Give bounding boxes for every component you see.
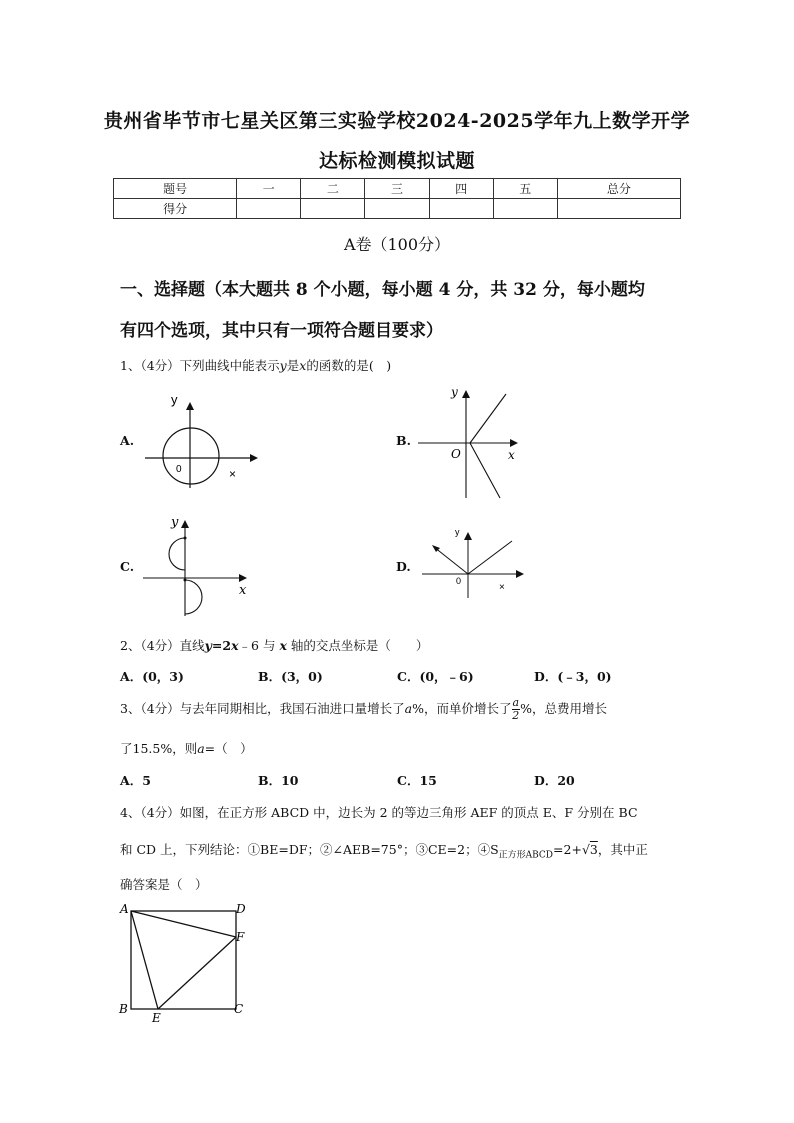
label-a: A bbox=[120, 902, 129, 916]
q3-pct1: %，而单价增长了 bbox=[412, 701, 512, 716]
question-3-line-2 bbox=[120, 739, 253, 757]
q1-option-d[interactable]: D. bbox=[396, 559, 411, 574]
header-cell: 四 bbox=[429, 179, 493, 199]
upper-semicircle bbox=[169, 538, 185, 570]
sqrt-icon: √3 bbox=[581, 842, 598, 857]
x-arrow-icon bbox=[516, 570, 524, 578]
title-line-2: 达标检测模拟试题 bbox=[318, 150, 475, 172]
q2-option-b[interactable]: B．(3，0) bbox=[258, 669, 323, 684]
y-label: y bbox=[171, 515, 179, 530]
y-arrow-icon bbox=[186, 402, 194, 410]
lower-ray bbox=[470, 443, 500, 498]
origin-label: 0 bbox=[456, 576, 462, 586]
score-cell[interactable] bbox=[237, 199, 301, 219]
q1-suffix: 的函数的是( ) bbox=[306, 358, 392, 373]
score-cell[interactable] bbox=[493, 199, 557, 219]
right-ray bbox=[468, 541, 512, 574]
question-4-line-3: 确答案是（ ） bbox=[120, 877, 208, 892]
q3-line2-prefix: 了15.5%，则 bbox=[120, 741, 198, 756]
y-arrow-icon bbox=[181, 520, 189, 528]
q3-var-a: a bbox=[404, 701, 413, 716]
y-arrow-icon bbox=[462, 390, 470, 398]
x-label: x bbox=[508, 448, 515, 462]
q3-frac-den: 2 bbox=[512, 709, 520, 722]
header-cell: 总分 bbox=[557, 179, 680, 199]
origin-label: 0 bbox=[176, 464, 182, 475]
score-row-label: 得分 bbox=[114, 199, 237, 219]
q3-option-a[interactable]: A．5 bbox=[120, 773, 151, 788]
q2-option-c[interactable]: C．(0，﹣6) bbox=[397, 669, 474, 684]
q4-line2-a: 和 CD 上，下列结论：①BE=DF；②∠AEB=75°；③CE=2；④S bbox=[120, 842, 499, 857]
q2-eq-rest: =2 bbox=[211, 638, 232, 653]
label-f: F bbox=[236, 930, 245, 944]
section-1-heading-line-2: 有四个选项，其中只有一项符合题目要求） bbox=[120, 321, 443, 341]
q4-line2-c: ，其中正 bbox=[597, 842, 648, 857]
x-arrow-icon bbox=[239, 574, 247, 582]
score-cell[interactable] bbox=[365, 199, 429, 219]
y-arrow-icon bbox=[464, 532, 472, 540]
q3-prefix: 3、（4分）与去年同期相比，我国石油进口量增长了 bbox=[120, 701, 405, 716]
q3-line2-suffix: =（ ） bbox=[204, 741, 253, 756]
q1-graph-d bbox=[420, 520, 530, 600]
q1-option-c[interactable]: C. bbox=[120, 559, 135, 574]
circle-curve bbox=[163, 428, 219, 484]
y-label: y bbox=[455, 527, 460, 537]
endpoint bbox=[184, 579, 187, 582]
x-label: × bbox=[499, 582, 505, 593]
q2-prefix: 2、（4分）直线 bbox=[120, 638, 205, 653]
q3-option-d[interactable]: D．20 bbox=[534, 773, 575, 788]
q2-suffix: 轴的交点坐标是（ ） bbox=[290, 638, 429, 653]
q3-pct2: %，总费用增长 bbox=[520, 701, 607, 716]
score-table bbox=[113, 178, 681, 219]
section-1-heading-line-1: 一、选择题（本大题共 8 个小题，每小题 4 分，共 32 分，每小题均 bbox=[120, 280, 645, 300]
label-b: B bbox=[119, 1002, 128, 1016]
q1-var-x: x bbox=[299, 358, 307, 373]
score-table-header-row bbox=[114, 179, 681, 199]
upper-ray bbox=[470, 394, 506, 443]
segment-ae bbox=[131, 911, 158, 1009]
header-cell: 二 bbox=[301, 179, 365, 199]
score-cell[interactable] bbox=[429, 199, 493, 219]
q1-mid: 是 bbox=[286, 358, 300, 373]
q4-square-figure bbox=[118, 900, 258, 1025]
label-c: C bbox=[234, 1002, 244, 1016]
question-4-line-1: 4、（4分）如图，在正方形 ABCD 中，边长为 2 的等边三角形 AEF 的顶点 E、F 分别在 BC bbox=[120, 805, 638, 820]
segment-af bbox=[131, 911, 236, 937]
q2-option-d[interactable]: D．(﹣3，0) bbox=[534, 669, 612, 684]
score-table-score-row bbox=[114, 199, 681, 219]
q4-line2-b: =2+ bbox=[553, 842, 582, 857]
score-cell[interactable] bbox=[557, 199, 680, 219]
title-line-1: 贵州省毕节市七星关区第三实验学校2024-2025学年九上数学开学 bbox=[103, 110, 691, 132]
q3-line2-var: a bbox=[197, 741, 205, 756]
question-1-text bbox=[120, 356, 391, 374]
segment-ef bbox=[158, 937, 236, 1009]
q1-graph-a bbox=[140, 388, 270, 498]
x-label: × bbox=[229, 467, 237, 481]
header-cell: 一 bbox=[237, 179, 301, 199]
q3-frac-num: a bbox=[512, 696, 520, 709]
y-label: y bbox=[451, 385, 458, 399]
left-ray bbox=[434, 547, 468, 574]
q2-eq-y: y bbox=[204, 638, 212, 653]
question-2-text bbox=[120, 636, 428, 654]
label-d: D bbox=[236, 902, 246, 916]
q3-fraction bbox=[512, 697, 521, 722]
y-label: y bbox=[171, 392, 178, 407]
q1-option-a[interactable]: A. bbox=[120, 433, 135, 448]
q2-option-a[interactable]: A．(0，3) bbox=[120, 669, 184, 684]
q1-graph-c bbox=[143, 510, 258, 620]
label-e: E bbox=[152, 1011, 161, 1025]
endpoint bbox=[184, 537, 187, 540]
q4-sqrt-value: 3 bbox=[589, 842, 598, 857]
q1-graph-b bbox=[418, 382, 528, 502]
q2-axis: x bbox=[279, 638, 287, 653]
q4-line2-sub: 正方形ABCD bbox=[498, 850, 554, 861]
x-arrow-icon bbox=[250, 454, 258, 462]
volume-heading: A卷（100分） bbox=[343, 235, 451, 254]
x-label: x bbox=[239, 583, 247, 598]
q1-prefix: 1、（4分）下列曲线中能表示 bbox=[120, 358, 280, 373]
header-cell: 题号 bbox=[114, 179, 237, 199]
origin-label: O bbox=[451, 447, 461, 461]
header-cell: 三 bbox=[365, 179, 429, 199]
score-cell[interactable] bbox=[301, 199, 365, 219]
q1-var-y: y bbox=[279, 358, 287, 373]
q2-eq-x: x bbox=[231, 638, 239, 653]
header-cell: 五 bbox=[493, 179, 557, 199]
question-3-line-1 bbox=[120, 697, 607, 722]
q2-eq-tail: ﹣6 与 bbox=[238, 638, 276, 653]
question-4-line-2 bbox=[120, 840, 648, 861]
q3-option-b[interactable]: B．10 bbox=[258, 773, 299, 788]
x-arrow-icon bbox=[510, 439, 518, 447]
square-abcd bbox=[131, 911, 236, 1009]
q3-option-c[interactable]: C．15 bbox=[397, 773, 437, 788]
q1-option-b[interactable]: B. bbox=[396, 433, 411, 448]
lower-semicircle bbox=[185, 580, 202, 614]
